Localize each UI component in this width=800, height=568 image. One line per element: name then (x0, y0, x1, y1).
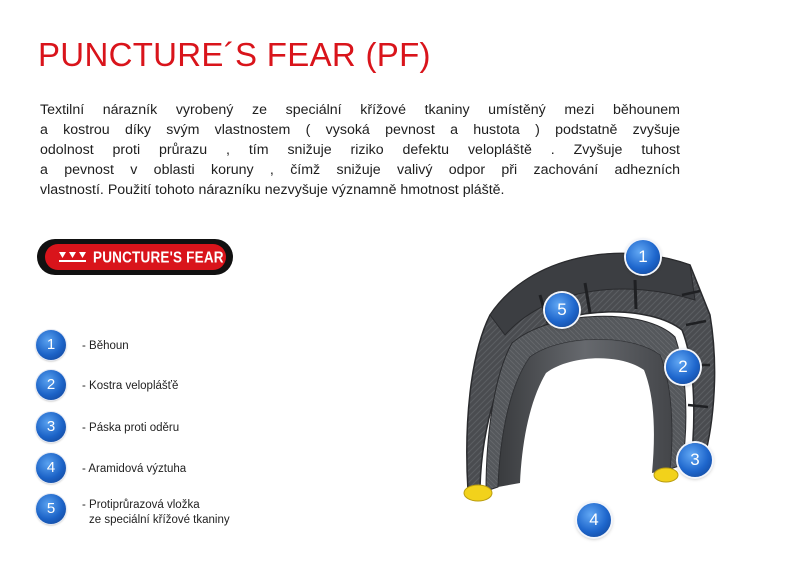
page-title: PUNCTURE´S FEAR (PF) (38, 36, 431, 73)
description-line: odolnost proti průrazu , tím snižuje riziko defektu velopláště . Zvyšuje tuhost (40, 142, 680, 158)
description-line: a pevnost v oblasti koruny , čímž snižuje valivý odpor při zachování adhezních (40, 162, 680, 178)
legend-item (36, 494, 296, 530)
legend-marker: 3 (36, 412, 66, 442)
callout-marker: 2 (666, 350, 700, 384)
badge-text: PUNCTURE'S FEAR (93, 248, 224, 266)
badge-inner (45, 244, 226, 270)
description-line: vlastností. Použití tohoto nárazníku nezvyšuje významně hmotnost pláště. (40, 182, 505, 198)
legend-item (36, 453, 296, 489)
tire-cross-section (420, 225, 760, 555)
callout-marker: 3 (678, 443, 712, 477)
legend-label-line: ze speciální křížové tkaniny (89, 514, 230, 526)
legend-marker: 4 (36, 453, 66, 483)
callout-marker: 1 (626, 240, 660, 274)
description (40, 100, 680, 200)
callout-marker: 5 (545, 293, 579, 327)
legend-label: - Kostra veloplášťě (82, 380, 179, 392)
description-line: a kostrou díky svým vlastnostem ( vysoká pevnost a hustota ) podstatně zvyšuje (40, 122, 680, 138)
legend-label: - Páska proti oděru (82, 422, 180, 434)
legend-label: - Běhoun (82, 340, 129, 352)
legend-marker: 1 (36, 330, 66, 360)
legend-marker: 2 (36, 370, 66, 400)
legend-item (36, 412, 296, 448)
legend-item (36, 330, 296, 366)
legend-label-line: - Protiprůrazová vložka (82, 499, 200, 511)
legend-label (82, 498, 230, 528)
legend-item (36, 370, 296, 406)
description-line: Textilní nárazník vyrobený ze speciální křížové tkaniny umístěný mezi běhounem (40, 102, 680, 118)
callout-marker: 4 (577, 503, 611, 537)
vittoria-v-logo-icon (59, 251, 87, 263)
puncture-fear-badge (37, 239, 233, 275)
legend-marker: 5 (36, 494, 66, 524)
legend-label: - Aramidová výztuha (82, 463, 187, 475)
